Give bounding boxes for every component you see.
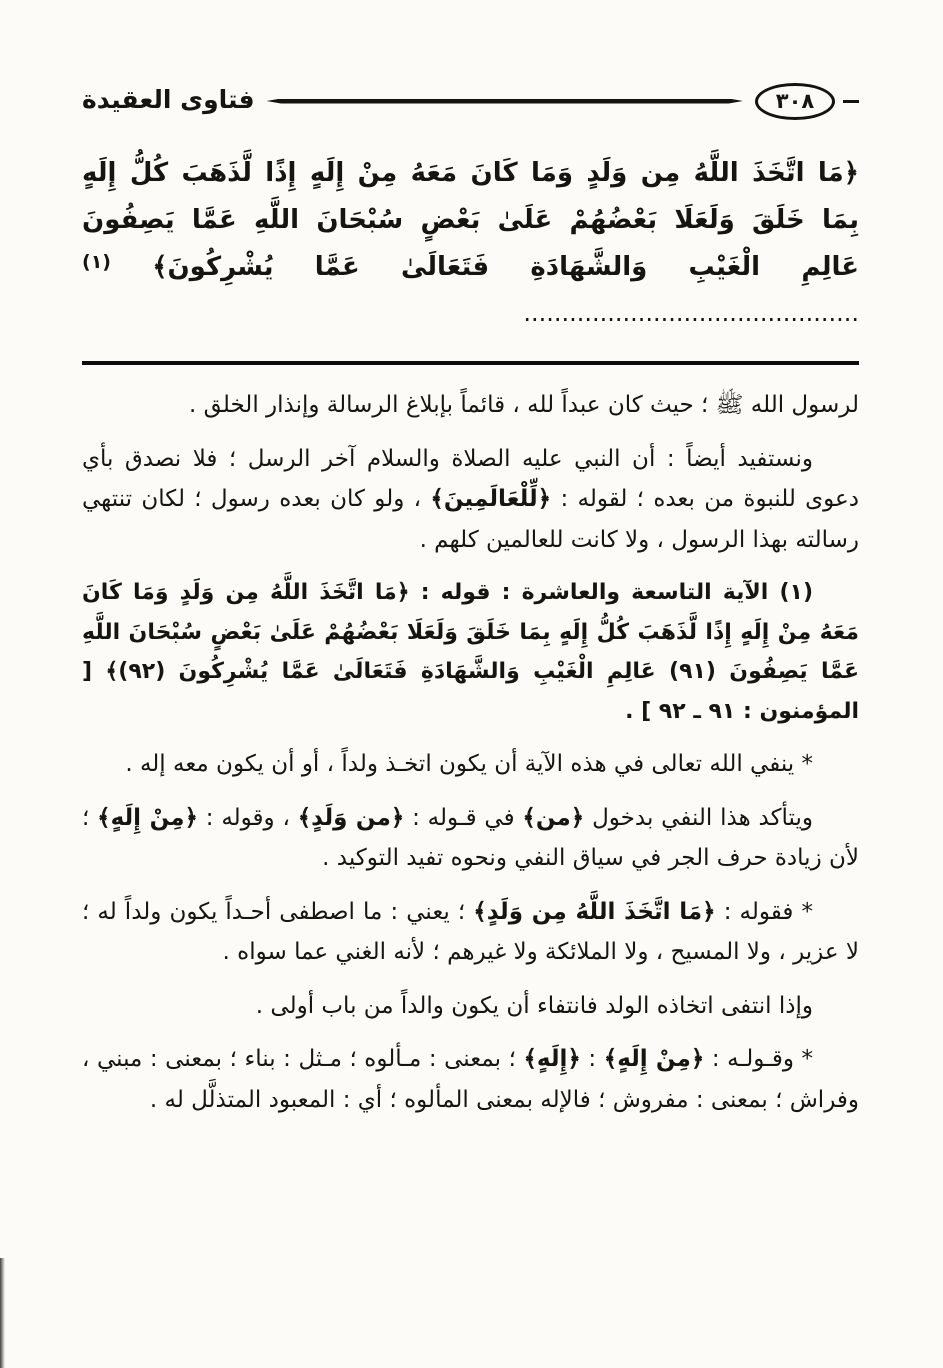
quran-quote-segment: ﴿إِلَهٍ﴾ <box>523 1046 581 1073</box>
header-rule <box>267 99 743 104</box>
scan-edge-artifact <box>0 1258 5 1368</box>
quran-quote-segment: (١) الآية التاسعة والعاشرة : قوله : <box>409 580 813 606</box>
text-segment: ؛ بمعنى : مـألوه ؛ مـثل : بناء ؛ بمعنى : مبني ، وفراش ؛ بمعنى : مفروش ؛ فالإله بمعنى المألوه ؛ أي : المعبود المتذلَّل له . <box>82 1046 859 1113</box>
page-number-badge <box>755 83 835 120</box>
body-paragraph <box>82 385 859 425</box>
text-segment: ويتأكد هذا النفي بدخول <box>584 804 813 831</box>
body-paragraph <box>82 986 859 1026</box>
quran-quote-segment: ﴿مَا اتَّخَذَ اللَّهُ مِن وَلَدٍ وَمَا كَانَ مَعَهُ مِنْ إِلَهٍ إِذًا لَّذَهَبَ كُلُّ إِلَهٍ بِمَا خَلَقَ وَلَعَلَا بَعْضُهُمْ عَلَىٰ بَعْضٍ سُبْحَانَ اللَّهِ عَمَّا يَصِفُونَ (٩١) عَالِمِ الْغَيْبِ وَالشَّهَادَةِ فَتَعَالَىٰ عَمَّا يُشْرِكُونَ (٩٢)﴾ <box>82 580 859 685</box>
text-segment: * ينفي الله تعالى في هذه الآية أن يكون اتخـذ ولداً ، أو أن يكون معه إله . <box>125 751 813 778</box>
commentary-body <box>82 385 859 1120</box>
text-segment: ونستفيد أيضاً : أن النبي عليه الصلاة والسلام آخر الرسل ؛ فلا نصدق بأي دعوى للنبوة من بعده ؛ لقوله : <box>82 445 859 513</box>
quran-quote-segment: ﴿من وَلَدٍ﴾ <box>297 804 405 831</box>
quran-quote-segment: ﴿مَا اتَّخَذَ اللَّهُ مِن وَلَدٍ﴾ <box>473 898 716 925</box>
quran-quote-segment: [ المؤمنون : ٩١ ـ ٩٢ ] . <box>82 659 859 724</box>
text-segment: : <box>580 1046 604 1073</box>
body-paragraph <box>82 744 859 784</box>
verse-text: ﴿مَا اتَّخَذَ اللَّهُ مِن وَلَدٍ وَمَا كَانَ مَعَهُ مِنْ إِلَهٍ إِذًا لَّذَهَبَ كُلُّ إِلَهٍ بِمَا خَلَقَ وَلَعَلَا بَعْضُهُمْ عَلَىٰ بَعْضٍ سُبْحَانَ اللَّهِ عَمَّا يَصِفُونَ عَالِمِ الْغَيْبِ وَالشَّهَادَةِ فَتَعَالَىٰ عَمَّا يُشْرِكُونَ﴾ <box>82 158 859 282</box>
text-segment: ، ولو كان بعده رسول ؛ لكان تنتهي رسالته بهذا الرسول ، ولا كانت للعالمين كلهم . <box>82 486 859 553</box>
text-segment: في قـوله : <box>404 804 523 831</box>
book-title: فتاوى العقيدة <box>82 84 255 114</box>
page-header <box>82 80 859 122</box>
quran-quote-segment: ﴿مِنْ إِلَهٍ﴾ <box>97 804 198 831</box>
body-paragraph <box>82 1039 859 1120</box>
header-rule-end <box>843 100 859 103</box>
quran-verse-block <box>82 150 859 337</box>
body-paragraph <box>82 798 859 879</box>
page-number: ٣٠٨ <box>775 89 815 113</box>
body-paragraph <box>82 439 859 560</box>
text-segment: * فقوله : <box>715 898 813 925</box>
dots-leader: ............................................ <box>523 299 859 328</box>
text-segment: * وقـولـه : <box>704 1046 814 1073</box>
quran-quote-segment: ﴿لِّلْعَالَمِينَ﴾ <box>430 486 552 513</box>
text-segment: ؛ يعني : ما اصطفى أحـداً يكون ولداً له ؛ لا عزير ، ولا المسيح ، ولا الملائكة ولا غيرهم ؛ لأنه الغني عما سواه . <box>82 898 859 966</box>
footnote-paragraph <box>82 573 859 731</box>
quran-quote-segment: ﴿مِنْ إِلَهٍ﴾ <box>603 1046 705 1073</box>
body-paragraph <box>82 892 859 973</box>
text-segment: ، وقوله : <box>197 804 298 831</box>
text-segment: لرسول الله ﷺ ؛ حيث كان عبداً لله ، قائماً بإبلاغ الرسالة وإنذار الخلق . <box>189 392 859 419</box>
text-segment: وإذا انتفى اتخاذه الولد فانتفاء أن يكون والداً من باب أولى . <box>255 992 813 1019</box>
footnote-separator-rule <box>82 361 859 365</box>
quran-quote-segment: ﴿من﴾ <box>522 804 585 831</box>
text-segment: ؛ لأن زيادة حرف الجر في سياق النفي ونحوه تفيد التوكيد . <box>82 804 859 872</box>
footnote-marker: (١) <box>82 250 111 273</box>
